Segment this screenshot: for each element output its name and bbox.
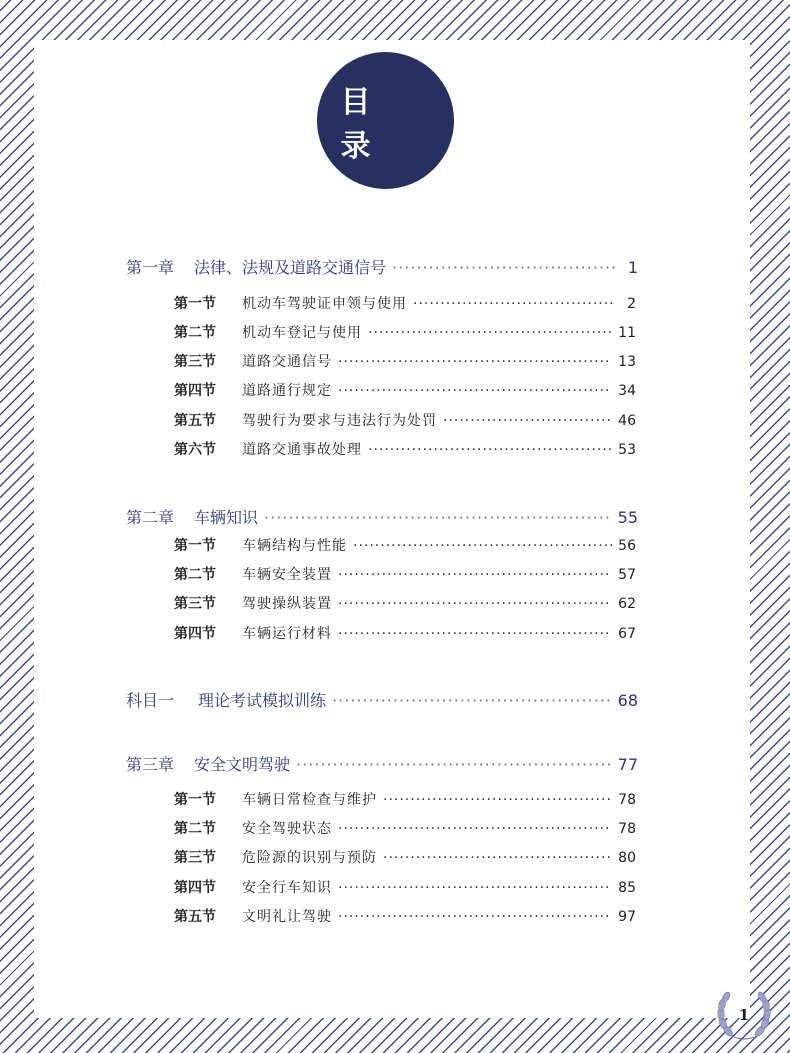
section-title: 机动车驾驶证申领与使用 (242, 296, 407, 312)
toc-section[interactable] (174, 877, 636, 897)
toc-section[interactable] (174, 351, 636, 371)
page-ref: 46 (618, 413, 636, 429)
page-ref: 13 (618, 354, 636, 370)
section-title: 道路通行规定 (242, 383, 332, 399)
toc-title: 目 录 (340, 84, 461, 164)
page-ref: 80 (618, 850, 636, 866)
toc-section[interactable] (174, 322, 636, 342)
leader-dots (392, 258, 618, 277)
page-ref: 55 (617, 508, 638, 527)
toc-section[interactable] (174, 593, 636, 613)
page-ref: 57 (618, 567, 636, 583)
leader-dots (338, 821, 612, 837)
section-title: 道路交通信号 (242, 354, 332, 370)
toc-section[interactable] (174, 906, 636, 926)
section-number: 第二节 (174, 325, 216, 341)
toc-section[interactable] (174, 847, 636, 867)
section-number: 第一节 (174, 296, 216, 312)
chapter-number: 第三章 (126, 755, 175, 774)
section-title: 机动车登记与使用 (242, 325, 362, 341)
toc-section[interactable] (174, 818, 636, 838)
section-number: 第二节 (174, 821, 216, 837)
leader-dots (383, 792, 612, 808)
chapter-title: 车辆知识 (194, 508, 259, 527)
toc-section[interactable] (174, 535, 636, 555)
page-ref: 67 (618, 626, 636, 642)
page-ref: 68 (617, 691, 638, 710)
toc-chapter-3[interactable] (126, 752, 638, 775)
section-number: 第一节 (174, 792, 216, 808)
toc-section[interactable] (174, 410, 636, 430)
page-ref: 56 (618, 538, 636, 554)
leader-dots (338, 567, 612, 583)
section-number: 第二节 (174, 567, 216, 583)
leader-dots (413, 296, 616, 312)
section-title: 危险源的识别与预防 (242, 850, 377, 866)
section-number: 第五节 (174, 909, 216, 925)
leader-dots (338, 880, 612, 896)
page-ref: 85 (618, 880, 636, 896)
toc-chapter-1[interactable] (126, 255, 638, 278)
chapter-number: 第一章 (126, 258, 175, 277)
chapter-title: 安全文明驾驶 (194, 755, 291, 774)
section-title: 安全行车知识 (242, 880, 332, 896)
chapter-number: 第二章 (126, 508, 175, 527)
page-ref: 97 (618, 909, 636, 925)
toc-section[interactable] (174, 293, 636, 313)
leader-dots (338, 354, 612, 370)
page-ref: 1 (627, 258, 638, 277)
page-ref: 53 (618, 442, 636, 458)
section-title: 道路交通事故处理 (242, 442, 362, 458)
leader-dots (338, 626, 612, 642)
section-title: 车辆日常检查与维护 (242, 792, 377, 808)
section-title: 驾驶操纵装置 (242, 596, 332, 612)
section-title: 文明礼让驾驶 (242, 909, 332, 925)
leader-dots (264, 508, 612, 527)
toc-subject-1[interactable] (126, 688, 638, 711)
section-title: 车辆运行材料 (242, 626, 332, 642)
section-title: 车辆结构与性能 (242, 538, 347, 554)
page-ref: 62 (618, 596, 636, 612)
page-number: 1 (738, 1006, 750, 1024)
page-ref: 77 (617, 755, 638, 774)
section-number: 第六节 (174, 442, 216, 458)
section-title: 驾驶行为要求与违法行为处罚 (242, 413, 437, 429)
toc-section[interactable] (174, 380, 636, 400)
section-number: 第四节 (174, 880, 216, 896)
leader-dots (383, 850, 612, 866)
page-ref: 78 (618, 792, 636, 808)
leader-dots (368, 325, 612, 341)
page-ref: 2 (627, 296, 636, 312)
toc-chapter-2[interactable] (126, 505, 638, 528)
leader-dots (338, 596, 612, 612)
page-ref: 34 (618, 383, 636, 399)
toc-title-badge (317, 52, 461, 189)
section-number: 第四节 (174, 383, 216, 399)
section-number: 第五节 (174, 413, 216, 429)
leader-dots (332, 691, 612, 710)
leader-dots (296, 755, 612, 774)
toc-section[interactable] (174, 789, 636, 809)
page-ref: 11 (618, 325, 636, 341)
section-number: 第三节 (174, 596, 216, 612)
chapter-title: 法律、法规及道路交通信号 (194, 258, 387, 277)
section-number: 第三节 (174, 850, 216, 866)
leader-dots (338, 383, 612, 399)
section-title: 安全驾驶状态 (242, 821, 332, 837)
chapter-number: 科目一 (126, 691, 175, 710)
section-number: 第一节 (174, 538, 216, 554)
section-number: 第三节 (174, 354, 216, 370)
toc-section[interactable] (174, 564, 636, 584)
chapter-title: 理论考试模拟训练 (198, 691, 327, 710)
leader-dots (368, 442, 612, 458)
page-number-badge (714, 987, 774, 1043)
toc-section[interactable] (174, 623, 636, 643)
section-title: 车辆安全装置 (242, 567, 332, 583)
page-ref: 78 (618, 821, 636, 837)
leader-dots (353, 538, 612, 554)
leader-dots (338, 909, 612, 925)
section-number: 第四节 (174, 626, 216, 642)
leader-dots (443, 413, 612, 429)
toc-section[interactable] (174, 439, 636, 459)
